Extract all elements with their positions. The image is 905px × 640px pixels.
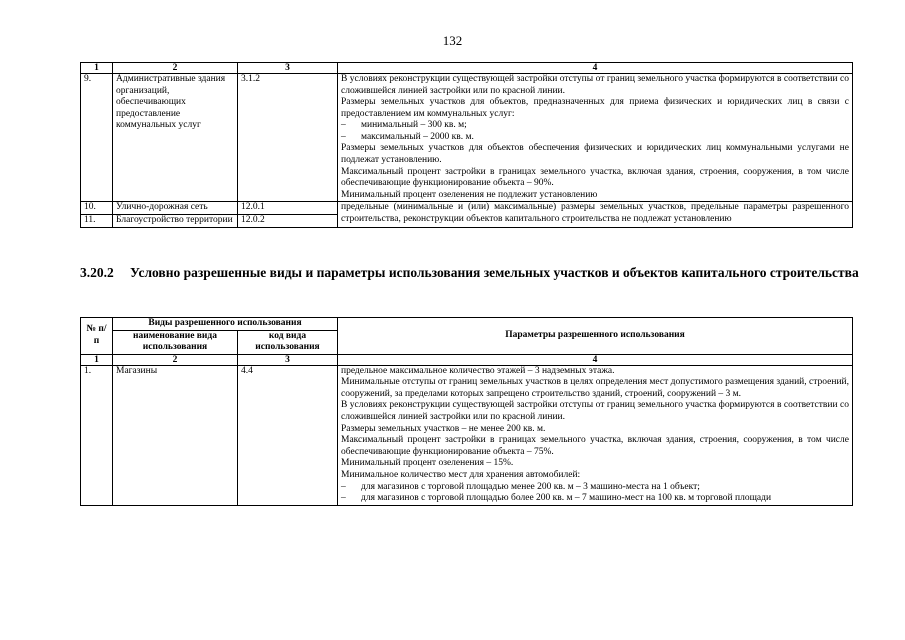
col-number-2: 2 — [113, 63, 238, 74]
param-list-item — [341, 482, 849, 494]
dash-marker: – — [341, 120, 346, 131]
param-paragraph: Минимальные отступы от границ земельных участков в целях определения мест допустимого размещения зданий, строений, сооружений, за пределами которых запрещено строительство зданий, строений, сооружений – 3 м. — [341, 377, 849, 399]
param-paragraph: предельное максимальное количество этажей – 3 надземных этажа. — [341, 365, 615, 376]
param-paragraph: В условиях реконструкции существующей застройки отступы от границ земельного участка формируются в соответствии со сложившейся линией застройки или по красной линии. — [341, 400, 849, 423]
merged-parameters: предельные (минимальные и (или) максимальные) размеры земельных участков, предельные параметры разрешенного строительства, реконструкции объектов капитального строительства не подлежат установлению — [338, 202, 853, 227]
header-name: наименование вида использования — [113, 330, 238, 354]
row-number: 1. — [81, 365, 113, 505]
section-heading — [80, 264, 860, 281]
col-number-4: 4 — [338, 63, 853, 74]
parameters-table-continued — [80, 62, 853, 228]
use-type-code: 12.0.1 — [238, 202, 338, 215]
col-number-1: 1 — [81, 354, 113, 365]
param-list-item — [341, 493, 849, 505]
section-title: Условно разрешенные виды и параметры использования земельных участков и объектов капитального строительства — [130, 265, 859, 280]
table-row — [81, 202, 853, 215]
param-paragraph: Размеры земельных участков для объектов, предназначенных для приема физических и юридических лиц в связи с предоставлением им коммунальных услуг: — [341, 97, 849, 119]
param-list-text: максимальный – 2000 кв. м. — [361, 131, 474, 142]
use-type-code: 12.0.2 — [238, 214, 338, 227]
use-type-code: 3.1.2 — [238, 74, 338, 202]
param-paragraph: Максимальный процент застройки в границах земельного участка, включая здания, строения, сооружения, в том числе обеспечивающие функционирование объекта – 75%. — [341, 435, 849, 457]
row-number: 9. — [81, 74, 113, 202]
conditional-use-table — [80, 317, 853, 506]
col-number-2: 2 — [113, 354, 238, 365]
param-paragraph: В условиях реконструкции существующей застройки отступы от границ земельного участка формируются в соответствии со сложившейся линией застройки или по красной линии. — [341, 74, 849, 96]
page-number: 132 — [442, 33, 463, 48]
use-parameters — [338, 74, 853, 202]
use-type-name: Улично-дорожная сеть — [113, 202, 238, 215]
param-list-item — [341, 120, 849, 132]
header-row — [81, 318, 853, 331]
row-number: 10. — [81, 202, 113, 215]
use-type-code: 4.4 — [238, 365, 338, 505]
row-number: 11. — [81, 214, 113, 227]
param-list-text: для магазинов с торговой площадью более 200 кв. м – 7 машино-мест на 100 кв. м торговой площади — [361, 493, 772, 504]
dash-marker: – — [341, 131, 346, 142]
col-number-3: 3 — [238, 354, 338, 365]
table-row — [81, 74, 853, 202]
table-row — [81, 365, 853, 505]
param-paragraph: Минимальное количество мест для хранения автомобилей: — [341, 469, 581, 480]
param-paragraph: Размеры земельных участков – не менее 200 кв. м. — [341, 423, 546, 434]
dash-marker: – — [341, 493, 346, 504]
col-number-3: 3 — [238, 63, 338, 74]
param-list-text: минимальный – 300 кв. м; — [361, 120, 467, 131]
dash-marker: – — [341, 481, 346, 492]
param-paragraph: Максимальный процент застройки в границах земельного участка, включая здания, строения, сооружения, в том числе обеспечивающие функционирование объекта – 90%. — [341, 166, 849, 189]
param-paragraph: Минимальный процент озеленения – 15%. — [341, 458, 514, 469]
col-number-1: 1 — [81, 63, 113, 74]
use-type-name: Магазины — [113, 365, 238, 505]
header-group: Виды разрешенного использования — [113, 318, 338, 331]
use-type-name: Благоустройство территории — [113, 214, 238, 227]
param-paragraph: Минимальный процент озеленения не подлежит установлению — [341, 189, 598, 200]
column-number-row — [81, 63, 853, 74]
header-code: код вида использования — [238, 330, 338, 354]
section-number: 3.20.2 — [80, 265, 114, 280]
header-number: № п/п — [81, 318, 113, 355]
param-list-item — [341, 132, 849, 144]
column-number-row — [81, 354, 853, 365]
header-params: Параметры разрешенного использования — [338, 318, 853, 355]
param-paragraph: Размеры земельных участков для объектов обеспечения физических и юридических лиц коммунальными услугами не подлежат установлению. — [341, 143, 849, 166]
col-number-4: 4 — [338, 354, 853, 365]
use-parameters — [338, 365, 853, 505]
use-type-name: Административные здания организаций, обеспечивающих предоставление коммунальных услуг — [113, 74, 238, 202]
param-list-text: для магазинов с торговой площадью менее 200 кв. м – 3 машино-места на 1 объект; — [361, 481, 700, 492]
